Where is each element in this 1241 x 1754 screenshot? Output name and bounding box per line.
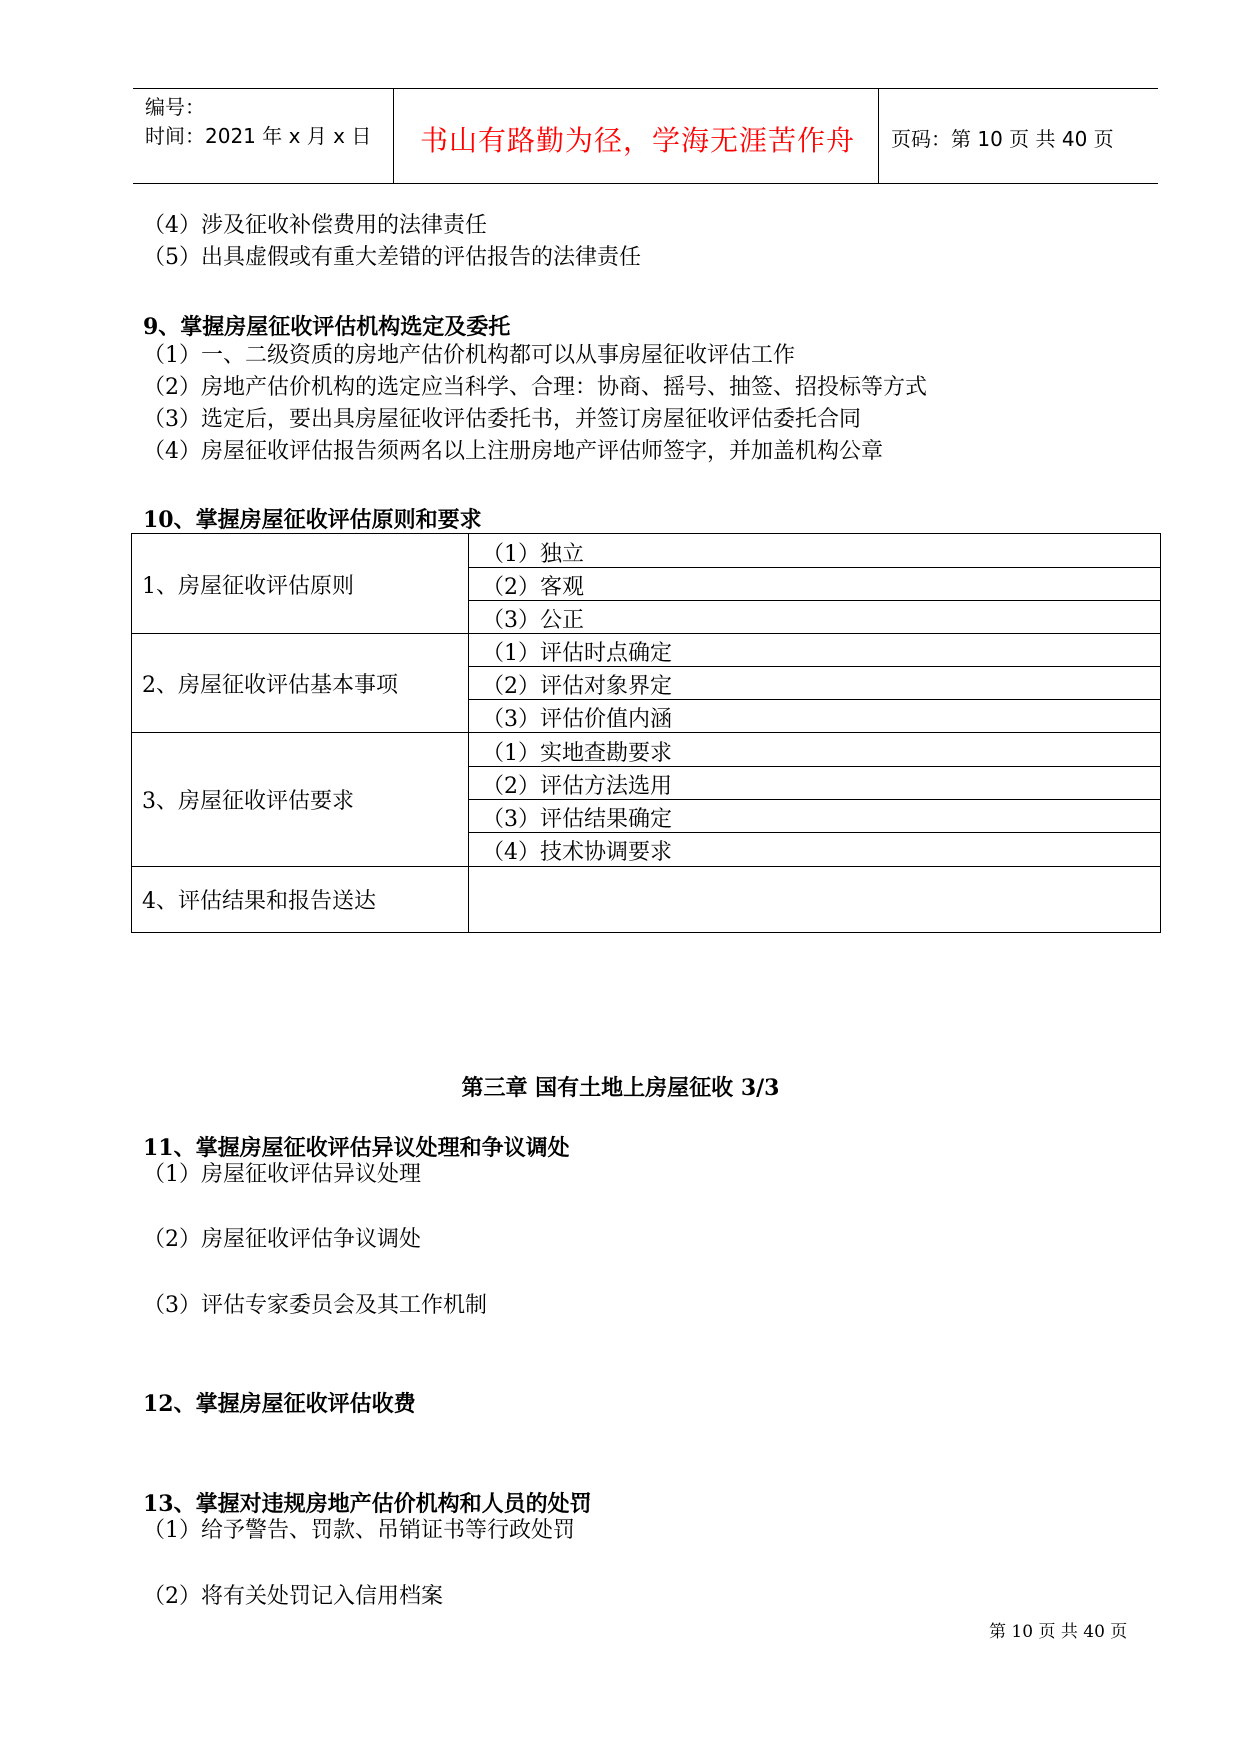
table-cell: （1）实地查勘要求 [482, 741, 672, 766]
list-item: （3）选定后，要出具房屋征收评估委托书，并签订房屋征收评估委托合同 [143, 407, 861, 432]
section-heading: 11、掌握房屋征收评估异议处理和争议调处 [143, 1135, 570, 1161]
doc-number-label: 编号： [145, 95, 205, 119]
doc-time-label: 时间：2021 年 x 月 x 日 [145, 124, 372, 148]
list-item: （2）房屋征收评估争议调处 [143, 1227, 421, 1252]
section-heading: 12、掌握房屋征收评估收费 [143, 1391, 416, 1417]
table-cell: （3）评估结果确定 [482, 807, 672, 832]
chapter-title: 第三章 国有土地上房屋征收 3/3 [461, 1075, 780, 1101]
page-header [133, 88, 1158, 184]
table-row-label: 4、评估结果和报告送达 [142, 889, 376, 914]
header-divider [878, 89, 879, 183]
section-heading: 9、掌握房屋征收评估机构选定及委托 [143, 314, 511, 340]
list-item: （5）出具虚假或有重大差错的评估报告的法律责任 [143, 245, 641, 270]
header-divider [393, 89, 394, 183]
table-row-label: 1、房屋征收评估原则 [142, 574, 354, 599]
list-item: （4）房屋征收评估报告须两名以上注册房地产评估师签字，并加盖机构公章 [143, 439, 883, 464]
page-footer: 第 10 页 共 40 页 [989, 1622, 1128, 1642]
header-meta [145, 93, 371, 151]
section-heading: 10、掌握房屋征收评估原则和要求 [143, 507, 482, 533]
header-page-label: 页码：第 10 页 共 40 页 [891, 127, 1114, 151]
table-cell: （2）评估方法选用 [482, 774, 672, 799]
list-item: （2）房地产估价机构的选定应当科学、合理：协商、摇号、抽签、招投标等方式 [143, 375, 927, 400]
list-item: （1）房屋征收评估异议处理 [143, 1162, 421, 1187]
table-row-label: 2、房屋征收评估基本事项 [142, 673, 398, 698]
table-cell: （1）评估时点确定 [482, 641, 672, 666]
list-item: （4）涉及征收补偿费用的法律责任 [143, 213, 487, 238]
table-cell: （3）评估价值内涵 [482, 707, 672, 732]
table-cell: （3）公正 [482, 608, 584, 633]
table-row-label: 3、房屋征收评估要求 [142, 789, 354, 814]
list-item: （1）给予警告、罚款、吊销证书等行政处罚 [143, 1518, 575, 1543]
table-divider [132, 633, 1160, 634]
list-item: （1）一、二级资质的房地产估价机构都可以从事房屋征收评估工作 [143, 343, 795, 368]
list-item: （2）将有关处罚记入信用档案 [143, 1584, 443, 1609]
table-divider [132, 866, 1160, 867]
principles-table [131, 533, 1161, 933]
header-motto: 书山有路勤为径，学海无涯苦作舟 [420, 124, 856, 157]
section-heading: 13、掌握对违规房地产估价机构和人员的处罚 [143, 1491, 592, 1517]
table-cell: （4）技术协调要求 [482, 840, 672, 865]
table-cell: （2）评估对象界定 [482, 674, 672, 699]
table-cell: （2）客观 [482, 575, 584, 600]
list-item: （3）评估专家委员会及其工作机制 [143, 1293, 487, 1318]
table-cell: （1）独立 [482, 542, 584, 567]
table-divider [468, 534, 469, 932]
